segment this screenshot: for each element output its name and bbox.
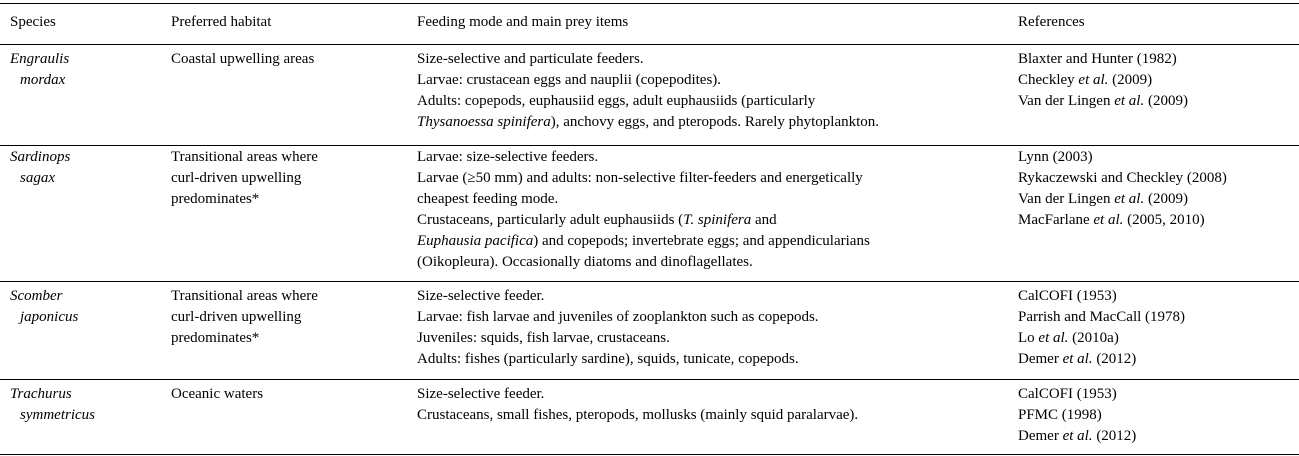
species-cell: Sardinops sagax	[10, 149, 71, 186]
reference-entry: CalCOFI (1953)	[1018, 288, 1117, 304]
references-cell	[1018, 49, 1188, 112]
reference-entry: Blaxter and Hunter (1982)	[1018, 51, 1177, 67]
species-cell: Scomber japonicus	[10, 288, 79, 325]
header-feeding: Feeding mode and main prey items	[417, 14, 629, 30]
reference-entry: Demer et al. (2012)	[1018, 351, 1137, 367]
reference-entry: PFMC (1998)	[1018, 407, 1102, 423]
row-divider	[0, 281, 1299, 282]
table-top-rule	[0, 3, 1299, 4]
reference-entry: Checkley et al. (2009)	[1018, 72, 1153, 88]
reference-entry: Lynn (2003)	[1018, 149, 1093, 165]
table-header-rule	[0, 44, 1299, 45]
species-cell: Trachurus symmetricus	[10, 386, 95, 423]
habitat-cell: Transitional areas where curl-driven upwelling predominates*	[171, 288, 318, 346]
reference-entry: CalCOFI (1953)	[1018, 386, 1117, 402]
habitat-cell: Coastal upwelling areas	[171, 51, 315, 67]
feeding-cell: Size-selective and particulate feeders. Larvae: crustacean eggs and nauplii (copepodites). Adults: copepods, euphausiid eggs, adult euphausiids (particularly Thysanoessa spinifera), anchovy eggs, and pteropods. Rarely phytoplankton.	[417, 51, 880, 130]
table-bottom-rule	[0, 454, 1299, 455]
feeding-cell: Size-selective feeder. Crustaceans, small fishes, pteropods, mollusks (mainly squid paralarvae).	[417, 386, 859, 423]
reference-entry: Lo et al. (2010a)	[1018, 330, 1119, 346]
reference-entry: Demer et al. (2012)	[1018, 428, 1137, 444]
references-cell	[1018, 384, 1136, 447]
row-divider	[0, 379, 1299, 380]
reference-entry: MacFarlane et al. (2005, 2010)	[1018, 212, 1205, 228]
references-cell	[1018, 147, 1227, 231]
reference-entry: Parrish and MacCall (1978)	[1018, 309, 1186, 325]
feeding-cell: Larvae: size-selective feeders. Larvae (≥50 mm) and adults: non-selective filter-feeders and energetically cheapest feeding mode. Crustaceans, particularly adult euphausiids (T. spinifera and Euphausia pacifica) and copepods; invertebrate eggs; and appendicularians (Oikopleura). Occasionally diatoms and dinoflagellates.	[417, 149, 870, 270]
species-cell: Engraulis mordax	[10, 51, 70, 88]
habitat-cell: Transitional areas where curl-driven upwelling predominates*	[171, 149, 318, 207]
reference-entry: Van der Lingen et al. (2009)	[1018, 93, 1188, 109]
row-divider	[0, 145, 1299, 146]
habitat-cell: Oceanic waters	[171, 386, 264, 402]
feeding-cell: Size-selective feeder. Larvae: fish larvae and juveniles of zooplankton such as copepods. Juveniles: squids, fish larvae, crustaceans. Adults: fishes (particularly sardine), squids, tunicate, copepods.	[417, 288, 819, 367]
header-references: References	[1018, 14, 1085, 30]
header-habitat: Preferred habitat	[171, 14, 272, 30]
references-cell	[1018, 286, 1185, 370]
reference-entry: Van der Lingen et al. (2009)	[1018, 191, 1188, 207]
header-species: Species	[10, 14, 56, 30]
reference-entry: Rykaczewski and Checkley (2008)	[1018, 170, 1227, 186]
